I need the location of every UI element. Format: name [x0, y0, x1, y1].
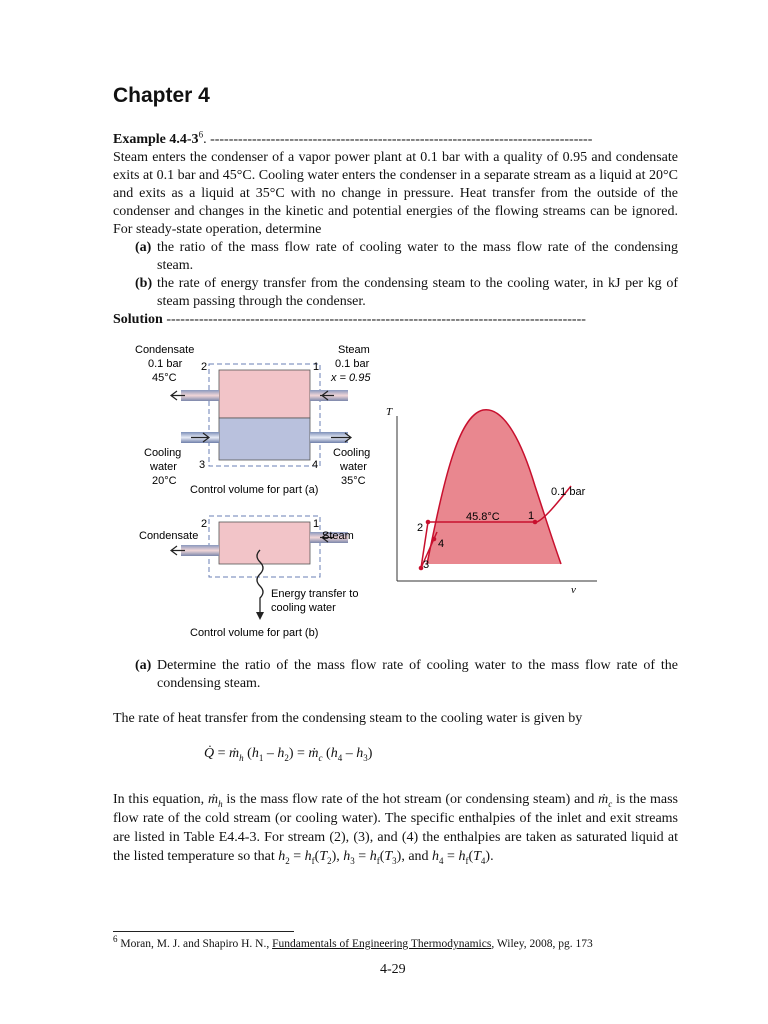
example-statement — [113, 131, 678, 329]
tv-diagram — [386, 406, 597, 596]
cw-out-temp: 35°C — [341, 475, 366, 487]
hot-chamber-a — [219, 370, 310, 418]
steam-label: Steam — [338, 344, 370, 356]
tv-pressure-label: 0.1 bar — [551, 486, 586, 498]
saturation-dome — [427, 410, 561, 564]
explanation-part2: is the mass flow rate of the hot stream (or condensing steam) and — [226, 792, 595, 807]
state-2-point — [426, 520, 431, 525]
condensate-pipe-a — [181, 390, 219, 401]
solution-dashes: ------------------------------------------------------------------------------------------ — [162, 312, 586, 327]
energy-transfer-label: Energy transfer to — [271, 588, 359, 600]
part-b-item — [113, 275, 678, 311]
solution-heading — [113, 311, 633, 329]
cw-out-label2: water — [340, 461, 367, 473]
example-dashes: . ---------------------------------------------------------------------------------- — [203, 132, 593, 147]
footnote-authors: Moran, M. J. and Shapiro H. N., — [120, 938, 270, 950]
footnote — [113, 934, 593, 950]
steam-b-label: Steam — [322, 530, 354, 542]
cv-a-caption: Control volume for part (a) — [190, 484, 319, 496]
tv-node-1: 1 — [528, 510, 535, 522]
cw-out-label: Cooling — [333, 447, 371, 459]
part-a-repeat — [113, 657, 678, 693]
part-a-item — [113, 239, 678, 275]
part-a-text: the ratio of the mass flow rate of cooling water to the mass flow rate of the condensing steam. — [157, 240, 678, 273]
page-number: 4-29 — [380, 962, 406, 977]
cv-b-caption: Control volume for part (b) — [190, 627, 319, 639]
solution-label: Solution — [113, 312, 163, 327]
explanation-part3: is the mass flow rate of the cold stream (or cooling water). The specific enthalpies of the inlet and exit streams are listed in Table E4.4-3. For stream (2), (3), and (4) the enthalpies are taken as saturated liquid at the listed temperature so that — [113, 792, 679, 864]
node-3: 3 — [199, 459, 206, 471]
explanation-part1: In this equation, — [113, 792, 205, 807]
condenser-a — [135, 344, 371, 496]
steam-pressure: 0.1 bar — [335, 358, 370, 370]
part-b-label: (b) — [135, 276, 153, 291]
example-heading — [113, 131, 633, 149]
node-1-b: 1 — [313, 518, 320, 530]
node-2-b: 2 — [201, 518, 208, 530]
energy-transfer-label2: cooling water — [271, 602, 336, 614]
footnote-publisher: , Wiley, 2008, pg. 173 — [491, 938, 593, 950]
cw-in-label: Cooling — [144, 447, 182, 459]
cw-in-temp: 20°C — [152, 475, 177, 487]
cold-chamber-a — [219, 418, 310, 460]
part-a-label: (a) — [135, 240, 152, 255]
tv-node-3: 3 — [423, 559, 430, 571]
cw-in-label2: water — [150, 461, 177, 473]
footnote-ref[interactable]: 6 — [198, 131, 204, 140]
tv-temp-label: 45.8°C — [466, 511, 500, 523]
condenser-figure — [125, 336, 665, 646]
explanation-paragraph: In this equation, $ṁ_h$ is the mass flow rate of the hot stream (or condensing steam) and $ṁ_c$ is the mass flow rate of the cold stream (or cooling water). The specific enthalpies of the inlet and exit streams are listed in Table E4.4-3. For stream (2), (3), and (4) the enthalpies are taken as saturated liquid at the listed temperature so that $h_2 = h_f(T_2)$, $h_3 = h_f(T_3)$, and $h_4 = h_f(T_4)$. — [113, 792, 679, 866]
tv-t-label: T — [386, 406, 393, 418]
example-label: Example 4.4-3 — [113, 132, 199, 147]
node-2-a: 2 — [201, 361, 208, 373]
part-a-repeat-text: Determine the ratio of the mass flow rate of cooling water to the mass flow rate of the condensing steam. — [157, 658, 678, 691]
problem-text: Steam enters the condenser of a vapor power plant at 0.1 bar with a quality of 0.95 and condensate exits at 0.1 bar and 45°C. Cooling water enters the condenser in a separate stream as a liquid at 20°C and exits as a liquid at 35°C with no change in pressure. Heat transfer from the outside of the condenser and changes in the kinetic and potential energies of the flowing streams can be ignored. For steady-state operation, determine — [113, 150, 678, 237]
condensate-label: Condensate — [135, 344, 195, 356]
condensate-pipe-b — [181, 545, 219, 556]
node-4: 4 — [312, 459, 319, 471]
tv-node-2: 2 — [417, 522, 424, 534]
steam-quality: x = 0.95 — [331, 372, 371, 384]
energy-transfer-arrowhead — [256, 612, 264, 620]
condenser-b — [139, 516, 358, 639]
hot-chamber-b — [219, 522, 310, 564]
footnote-book-title: Fundamentals of Engineering Thermodynamics — [272, 938, 492, 950]
node-1-a: 1 — [313, 361, 320, 373]
state-4-point — [432, 537, 437, 542]
energy-balance-equation: Q̇ = $ṁ_h$ $(h_1 - h_2)$ = $ṁ_c$ $(h_4 - h_3)$ — [204, 746, 373, 763]
condensate-temp: 45°C — [152, 372, 177, 384]
part-a-repeat-label: (a) — [135, 658, 152, 673]
condensate-pressure: 0.1 bar — [148, 358, 183, 370]
tv-v-label: v — [571, 584, 576, 596]
part-b-text: the rate of energy transfer from the condensing steam to the cooling water, in kJ per kg of steam passing through the condenser. — [157, 276, 678, 309]
chapter-title: Chapter 4 — [113, 84, 210, 107]
footnote-mark: 6 — [113, 934, 118, 945]
heat-rate-text: The rate of heat transfer from the condensing steam to the cooling water is given by — [113, 711, 583, 726]
tv-node-4: 4 — [438, 538, 445, 550]
footnote-divider — [113, 931, 294, 932]
condensate-b-label: Condensate — [139, 530, 199, 542]
